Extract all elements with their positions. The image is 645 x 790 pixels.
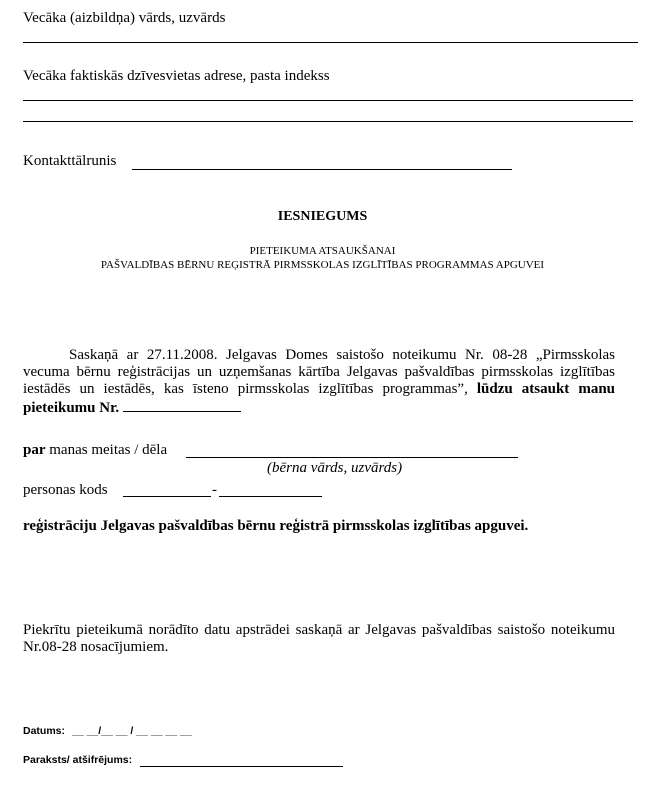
document-title: IESNIEGUMS — [277, 209, 368, 224]
parent-name-label: Vecāka (aizbildņa) vārds, uzvārds — [23, 10, 226, 26]
address-line-1[interactable] — [23, 100, 633, 101]
date-label: Datums: — [23, 725, 66, 737]
subtitle-line-1: PIETEIKUMA ATSAUKŠANAI — [249, 245, 396, 257]
request-text: Saskaņā ar 27.11.2008. Jelgavas Domes saistošo noteikumu Nr. 08-28 „Pirmsskolas vecuma bērnu reģistrācijas un uzņemšanas kārtība Jelgavas pašvaldības pirmsskolas izglītības iestādēs un iestādēs, kas īsteno pirmsskolas izglītības programmas”, — [23, 347, 615, 398]
personal-code-part2[interactable] — [219, 496, 322, 497]
address-label: Vecāka faktiskās dzīvesvietas adrese, pasta indekss — [23, 68, 330, 84]
child-hint: (bērna vārds, uzvārds) — [267, 460, 403, 476]
subtitle-line-2: PAŠVALDĪBAS BĒRNU REĢISTRĀ PIRMSSKOLAS IZGLĪTĪBAS PROGRAMMAS APGUVEI — [100, 259, 545, 271]
signature-field[interactable] — [140, 766, 343, 767]
child-name-field[interactable] — [186, 457, 518, 458]
date-field[interactable]: __ __/__ __ / __ __ __ __ — [72, 725, 192, 737]
phone-line[interactable] — [132, 169, 512, 170]
personal-code-label: personas kods — [23, 482, 108, 498]
personal-code-separator: - — [212, 482, 217, 498]
child-prefix: par — [23, 442, 46, 458]
parent-name-line[interactable] — [23, 42, 638, 43]
registration-text: reģistrāciju Jelgavas pašvaldības bērnu reģistrā pirmsskolas izglītības apguvei. — [23, 518, 529, 534]
request-paragraph — [23, 347, 615, 417]
request-bold-text: lūdzu atsaukt manu pieteikumu Nr. — [23, 381, 616, 416]
child-line — [23, 442, 167, 459]
personal-code-part1[interactable] — [123, 496, 211, 497]
child-label: manas meitas / dēla — [49, 442, 168, 458]
signature-label: Paraksts/ atšifrējums: — [23, 754, 133, 766]
phone-label: Kontakttālrunis — [23, 153, 117, 169]
consent-text: Piekrītu pieteikumā norādīto datu apstrādei saskaņā ar Jelgavas pašvaldības saistošo noteikumu Nr.08-28 nosacījumiem. — [23, 622, 615, 656]
address-line-2[interactable] — [23, 121, 633, 122]
application-number-field[interactable] — [123, 399, 241, 412]
